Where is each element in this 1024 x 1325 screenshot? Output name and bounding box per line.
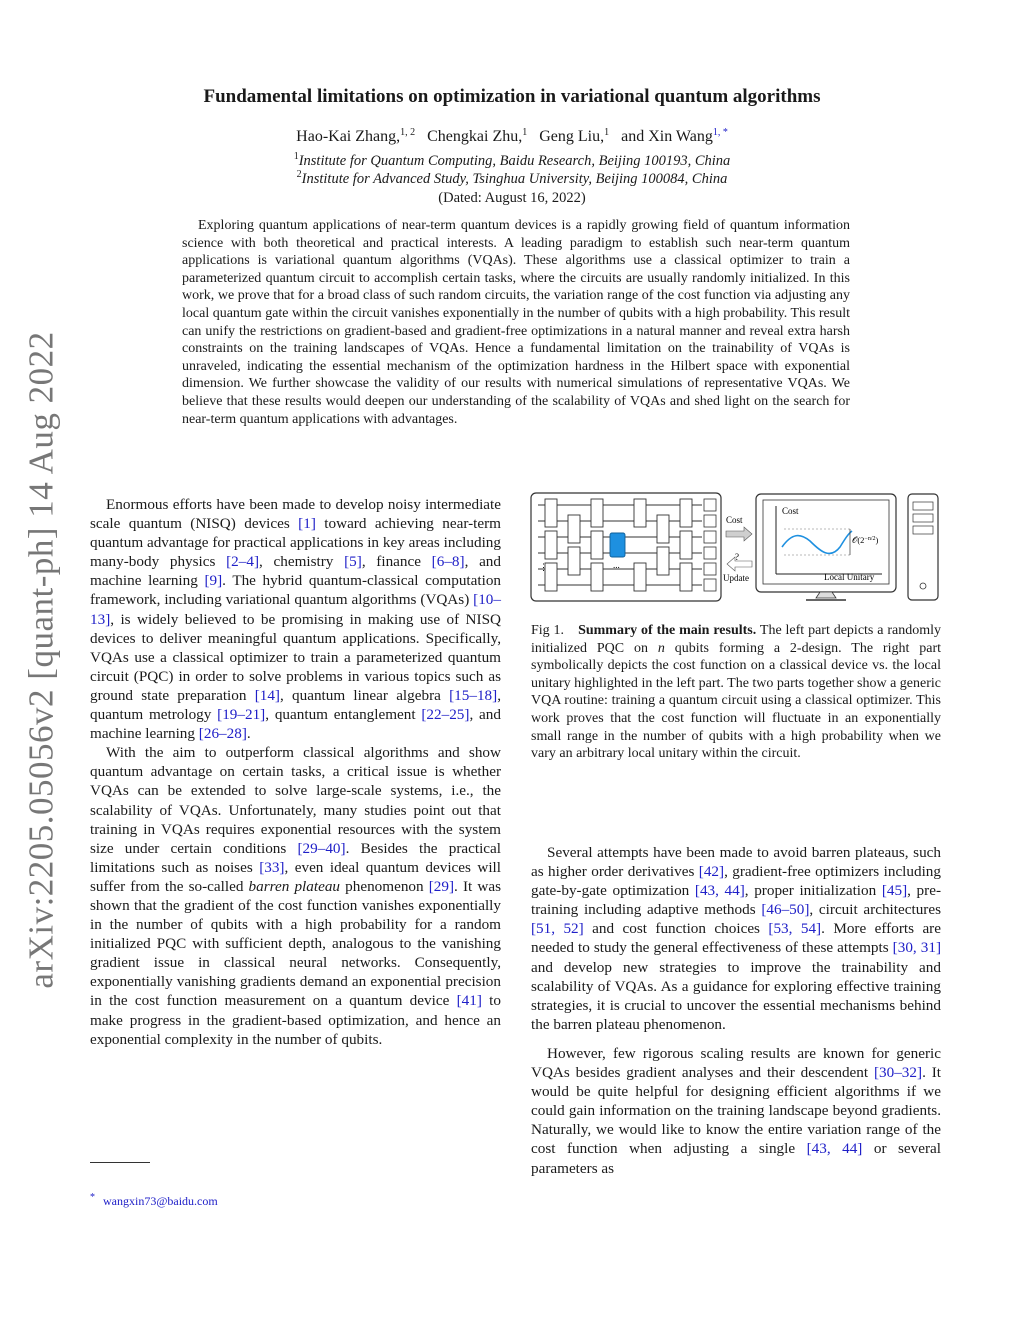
range-annotation: $𝒪(2^{-n/2})$ xyxy=(852,535,879,545)
email-link[interactable]: wangxin73@baidu.com xyxy=(103,1194,218,1208)
citation-link[interactable]: [46–50] xyxy=(761,901,810,919)
plot-x-label: Local Unitary xyxy=(824,572,875,582)
citation-link[interactable]: [45] xyxy=(881,882,908,900)
citation-link[interactable]: [14] xyxy=(254,686,280,704)
text-run: , pre-training including adaptive methods xyxy=(531,882,941,919)
citation-link[interactable]: [53, 54] xyxy=(768,920,822,938)
text-run: , finance xyxy=(361,553,432,571)
text-run: , is widely believed to be promising in making use of NISQ devices to deliver meaningful quantum applications. Specifically, VQAs use a classical optimizer to train a parameterized quantum circuit (PQC) in order to solve problems in various topics such as ground state preparation xyxy=(90,610,501,704)
citation-link[interactable]: [2–4] xyxy=(226,553,260,571)
text-run: , quantum metrology xyxy=(90,686,501,724)
ellipsis: ... xyxy=(613,560,620,570)
text-run: . Besides the practical limitations such as noises xyxy=(90,839,501,876)
emphasis: barren plateau xyxy=(248,877,341,895)
text-run: Enormous efforts have been made to develop noisy intermediate scale quantum (NISQ) devices xyxy=(90,496,501,533)
text-run: Several attempts have been made to avoid barren plateaus, such as higher order derivatives xyxy=(531,844,941,881)
author: Hao-Kai Zhang,$^{1, 2}$ xyxy=(296,127,416,145)
text-run: phenomenon xyxy=(340,877,429,895)
highlighted-local-unitary xyxy=(610,533,625,557)
affiliation: $^2$Institute for Advanced Study, Tsinghua University, Beijing 100084, China xyxy=(296,169,728,187)
author: and Xin Wang$^{1, *}$ xyxy=(621,127,728,145)
text-run: However, few rigorous scaling results are known for generic VQAs besides gradient analyses and their descendent xyxy=(531,1044,941,1082)
text-run: . xyxy=(246,725,251,743)
footnote: * wangxin73@baidu.com xyxy=(90,1192,218,1208)
text-run: , quantum entanglement xyxy=(265,706,422,724)
citation-link[interactable]: [33] xyxy=(259,858,285,876)
citation-link[interactable]: [9] xyxy=(204,572,223,590)
citation-link[interactable]: [10–13] xyxy=(90,591,501,628)
figure-1 xyxy=(530,490,942,605)
text-run: to make progress in the gradient-based optimization, and hence an exponential complexity in the number of qubits. xyxy=(90,992,501,1048)
text-run: toward achieving near-term quantum advantage for practical applications in key areas including many-body physics xyxy=(90,515,501,571)
text-run: . It would be quite helpful for designing efficient algorithms if we could gain information on the training landscape beyond gradients. Naturally, we would like to know the entire variation range of the cost function when adjusting a single xyxy=(531,1064,941,1158)
text-run: , and machine learning xyxy=(90,553,501,590)
paragraph xyxy=(531,843,941,1034)
caption-title: Summary of the main results. xyxy=(578,623,757,638)
text-run: , even ideal quantum devices will suffer from the so-called xyxy=(90,858,501,895)
citation-link[interactable]: [1] xyxy=(298,515,316,533)
text-run: and cost function choices xyxy=(583,920,769,938)
update-arrow xyxy=(727,557,752,571)
text-run: , chemistry xyxy=(259,553,345,571)
left-column xyxy=(90,495,501,1049)
cost-arrow-label: Cost xyxy=(726,515,743,525)
citation-link[interactable]: [29–40] xyxy=(297,839,346,857)
author: Chengkai Zhu,$^1$ xyxy=(427,127,528,145)
text-run: , gradient-free optimizers including gate-by-gate optimization xyxy=(531,863,941,900)
citation-link[interactable]: [30–32] xyxy=(873,1064,923,1082)
cost-arrow xyxy=(726,527,752,541)
caption-label: Fig 1. xyxy=(531,623,565,638)
text-run: . It was shown that the gradient of the cost function vanishes exponentially in the number of qubits with a high probability for a random initialized PQC with sufficient depth, analogous to the vanishing gradient issue in classical neural networks. Consequently, exponentially vanishing gradients demand an exponential precision in the cost function measurement on a quantum device xyxy=(90,877,501,1010)
paper-title: Fundamental limitations on optimization in variational quantum algorithms xyxy=(203,86,821,107)
citation-link[interactable]: [22–25] xyxy=(421,706,470,724)
figure-caption: Fig 1. Summary of the main results. The left part depicts a randomly initialized PQC on n qubits forming a 2-design. The right part symbolically depicts the cost function on a classical device vs. the local unitary highlighted in the left part. The two parts together show a generic VQA routine: training a quantum circuit using a classical optimizer. This work proves that the cost function will fluctuate in an exponentially small range in the number of qubits with a high probability when we vary an arbitrary local unitary within the circuit. xyxy=(531,623,941,762)
update-arrow-label: Update xyxy=(723,573,749,583)
footnote-rule xyxy=(90,1162,150,1163)
question-mark: ? xyxy=(735,552,739,562)
citation-link[interactable]: [19–21] xyxy=(217,706,266,724)
date-line: (Dated: August 16, 2022) xyxy=(438,190,586,206)
arxiv-stamp: arXiv:2205.05056v2 [quant-ph] 14 Aug 2022 xyxy=(22,331,62,989)
text-run: , and machine learning xyxy=(90,706,501,743)
citation-link[interactable]: [43, 44] xyxy=(694,882,745,900)
citation-link[interactable]: [15–18] xyxy=(449,686,498,704)
monitor-stand xyxy=(816,592,836,598)
vdots: ⋮ xyxy=(539,562,548,572)
citation-link[interactable]: [42] xyxy=(698,863,725,881)
affiliation: $^1$Institute for Quantum Computing, Baidu Research, Beijing 100193, China xyxy=(293,151,731,169)
text-run: , circuit architectures xyxy=(809,901,941,919)
citation-link[interactable]: [41] xyxy=(456,992,482,1010)
text-run: , proper initialization xyxy=(744,882,882,900)
text-run: or several parameters as xyxy=(531,1140,941,1177)
text-run: . More efforts are needed to study the general effectiveness of these attempts xyxy=(531,920,941,957)
citation-link[interactable]: [30, 31] xyxy=(892,939,942,957)
citation-link[interactable]: [6–8] xyxy=(431,553,465,571)
author: Geng Liu,$^1$ xyxy=(539,127,610,145)
citation-link[interactable]: [51, 52] xyxy=(531,920,584,938)
text-run: With the aim to outperform classical algorithms and show quantum advantage on certain tasks, a critical issue is whether VQAs can be extended to solve large-scale systems, i.e., the scalability of VQAs. Unfortunately, many studies point out that training in VQAs requires exponential resources with the system size under certain conditions xyxy=(90,744,501,857)
text-run: , quantum linear algebra xyxy=(280,686,450,704)
text-run: and develop new strategies to improve the trainability and scalability of VQAs. As a guidance for exploring effective training strategies, it is crucial to uncover the essential mechanisms behind the barren plateau phenomenon. xyxy=(531,958,941,1033)
citation-link[interactable]: [43, 44] xyxy=(806,1140,863,1158)
plot-y-label: Cost xyxy=(782,506,799,516)
citation-link[interactable]: [29] xyxy=(428,877,455,895)
citation-link[interactable]: [26–28] xyxy=(198,725,247,743)
citation-link[interactable]: [5] xyxy=(344,553,362,571)
author-list xyxy=(0,128,1024,146)
right-column xyxy=(531,843,941,1178)
paragraph xyxy=(90,495,501,743)
abstract: Exploring quantum applications of near-term quantum devices is a rapidly growing field of quantum information science with both theoretical and practical interests. A leading paradigm to establish such near-term quantum applications is variational quantum algorithms (VQAs). These algorithms use a classical optimizer to train a parameterized quantum circuit to accomplish certain tasks, where the circuits are usually randomly initialized. In this work, we prove that for a broad class of such random circuits, the variation range of the cost function via adjusting any local quantum gate within the circuit vanishes exponentially in the number of qubits with a high probability. This result can unify the restrictions on gradient-based and gradient-free optimizations in a natural manner and reveal extra harsh constraints on the training landscapes of VQAs. Hence a fundamental limitation on the trainability of VQAs is unraveled, indicating the essential mechanism of the optimization hardness in the Hilbert space with exponential dimension. We further showcase the validity of our results with numerical simulations of representative VQAs. We believe that these results would deepen our understanding of the scalability of VQAs and shed light on the search for near-term quantum applications with advantages. xyxy=(182,218,850,427)
paragraph xyxy=(531,1044,941,1178)
text-run: . The hybrid quantum-classical computation framework, including variational quantum algorithms (VQAs) xyxy=(90,572,502,609)
paragraph xyxy=(90,743,501,1049)
